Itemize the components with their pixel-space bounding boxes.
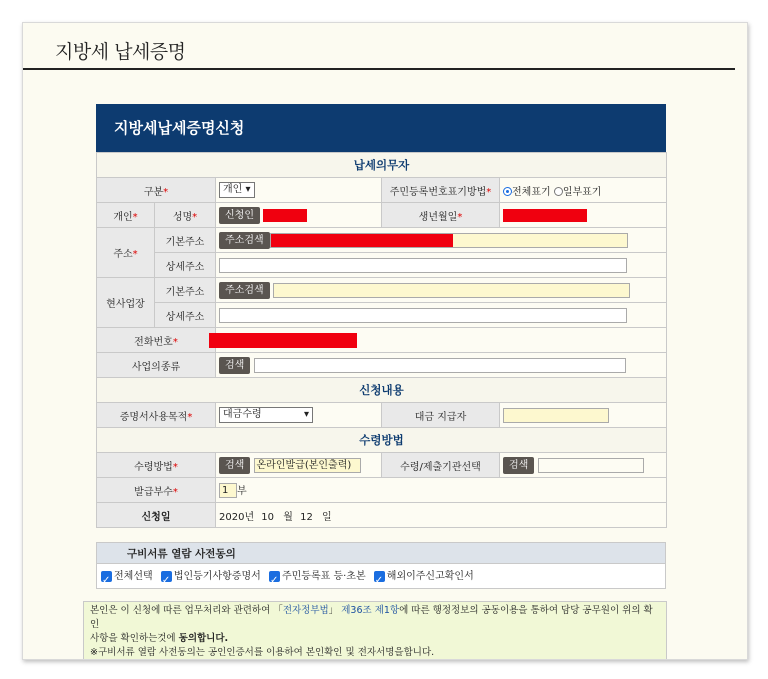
checkbox-checked-icon[interactable] xyxy=(161,571,172,582)
redacted-phone xyxy=(209,333,357,348)
consent-option-emigration-report[interactable] xyxy=(374,571,474,582)
consent-option-label: 법인등기사항증명서 xyxy=(173,571,261,582)
apply-year: 2020년 xyxy=(219,511,255,523)
payer-label: 대금 지급자 xyxy=(382,403,500,428)
submit-agency-input[interactable] xyxy=(538,458,644,473)
section-taxpayer: 납세의무자 xyxy=(97,153,667,178)
title-divider xyxy=(23,68,735,70)
law-link[interactable]: 전자정부법 xyxy=(282,605,329,616)
redacted-address xyxy=(271,234,453,247)
content-frame xyxy=(22,22,748,660)
chevron-down-icon: ▾ xyxy=(245,184,251,195)
business-detail-address-input[interactable] xyxy=(219,308,627,323)
business-label: 현사업장 xyxy=(97,278,155,328)
address-label-cell: 주소* xyxy=(97,228,155,278)
home-basic-address-label: 기본주소 xyxy=(155,228,216,253)
submit-agency-cell xyxy=(500,453,667,478)
apply-date-cell xyxy=(216,503,667,528)
consent-section xyxy=(96,542,666,589)
purpose-value: 대금수령 xyxy=(223,409,262,420)
apply-day: 12 xyxy=(300,511,313,523)
rrn-display-label-cell: 주민등록번호표기방법* xyxy=(382,178,500,203)
notice-agree-text: 동의합니다. xyxy=(178,633,229,644)
form-header: 지방세납세증명신청 xyxy=(96,104,666,152)
business-type-cell xyxy=(216,353,667,378)
receipt-method-label: 수령방법 xyxy=(134,461,173,473)
radio-full-display[interactable] xyxy=(503,187,512,196)
tax-certificate-form xyxy=(96,104,666,528)
copies-unit: 부 xyxy=(237,485,247,497)
phone-label-cell: 전화번호* xyxy=(97,328,216,353)
business-detail-address-label: 상세주소 xyxy=(155,303,216,328)
business-detail-address-cell xyxy=(216,303,667,328)
business-type-label: 사업의종류 xyxy=(97,353,216,378)
category-label-cell: 구분* xyxy=(97,178,216,203)
home-detail-address-input[interactable] xyxy=(219,258,627,273)
notice-line-2 xyxy=(90,632,660,646)
home-basic-address-input[interactable] xyxy=(270,233,628,248)
consent-option-label: 해외이주신고확인서 xyxy=(386,571,474,582)
name-label: 성명 xyxy=(172,211,193,223)
submit-agency-search-button[interactable]: 검색 xyxy=(503,457,534,474)
consent-options xyxy=(96,564,666,589)
individual-label-cell: 개인* xyxy=(97,203,155,228)
phone-cell xyxy=(216,328,667,353)
purpose-label-cell: 증명서사용목적* xyxy=(97,403,216,428)
article-link[interactable]: 제36조 제1항 xyxy=(341,605,400,616)
receipt-method-input[interactable]: 온라인발급(본인출력) xyxy=(254,458,361,473)
phone-label: 전화번호 xyxy=(134,336,173,348)
form-table xyxy=(96,152,667,528)
home-detail-address-cell xyxy=(216,253,667,278)
consent-option-label: 전체선택 xyxy=(114,571,153,582)
business-basic-address-input[interactable] xyxy=(273,283,630,298)
receipt-method-search-button[interactable]: 검색 xyxy=(219,457,250,474)
payer-cell xyxy=(500,403,667,428)
notice-line-3: ※구비서류 열람 사전동의는 공인인증서를 이용하여 본인확인 및 전자서명을합니다. xyxy=(90,647,435,658)
redacted-name xyxy=(263,209,307,222)
name-cell xyxy=(216,203,382,228)
apply-month-unit: 월 xyxy=(283,511,293,523)
radio-full-display-label: 전체표기 xyxy=(512,186,551,198)
home-basic-address-cell xyxy=(216,228,667,253)
applicant-button[interactable]: 신청인 xyxy=(219,207,260,224)
apply-date-label: 신청일 xyxy=(97,503,216,528)
copies-cell xyxy=(216,478,667,503)
business-type-search-button[interactable]: 검색 xyxy=(219,357,250,374)
notice-text: 본인은 이 신청에 따른 업무처리와 관련하여 「 xyxy=(90,605,283,616)
rrn-display-cell xyxy=(500,178,667,203)
radio-partial-display-label: 일부표기 xyxy=(562,186,602,198)
category-label: 구분 xyxy=(143,186,164,198)
radio-partial-display[interactable] xyxy=(554,187,563,196)
birth-label: 생년월일 xyxy=(418,211,458,223)
notice-text: 에 따른 행정정보의 공동이용을 통하여 담당 공무원이 위의 확인 xyxy=(90,605,653,630)
notice-text: 」 xyxy=(328,605,342,616)
home-detail-address-label: 상세주소 xyxy=(155,253,216,278)
section-application: 신청내용 xyxy=(97,378,667,403)
birth-cell xyxy=(500,203,667,228)
category-select[interactable] xyxy=(219,182,255,198)
birth-label-cell: 생년월일* xyxy=(382,203,500,228)
checkbox-checked-icon[interactable] xyxy=(101,571,112,582)
business-type-input[interactable] xyxy=(254,358,626,373)
apply-month: 10 xyxy=(261,511,275,523)
notice-line-1 xyxy=(90,604,660,632)
category-cell xyxy=(216,178,382,203)
consent-option-label: 주민등록표 등·초본 xyxy=(281,571,366,582)
page-title: 지방세 납세증명 xyxy=(55,41,186,63)
home-address-search-button[interactable]: 주소검색 xyxy=(219,232,270,249)
copies-input[interactable]: 1 xyxy=(219,483,237,498)
checkbox-checked-icon[interactable] xyxy=(269,571,280,582)
category-value: 개인 xyxy=(223,184,243,195)
purpose-cell xyxy=(216,403,382,428)
payer-input[interactable] xyxy=(503,408,609,423)
name-label-cell: 성명* xyxy=(155,203,216,228)
redacted-birthdate xyxy=(503,209,587,222)
consent-header: 구비서류 열람 사전동의 xyxy=(96,542,666,564)
receipt-method-label-cell: 수령방법* xyxy=(97,453,216,478)
consent-option-all[interactable] xyxy=(101,571,153,582)
receipt-method-cell xyxy=(216,453,382,478)
submit-agency-label: 수령/제출기관선택 xyxy=(382,453,500,478)
rrn-display-label: 주민등록번호표기방법 xyxy=(389,186,487,198)
business-basic-address-label: 기본주소 xyxy=(155,278,216,303)
address-label: 주소 xyxy=(113,249,133,260)
consent-notice xyxy=(83,601,667,660)
business-basic-address-cell xyxy=(216,278,667,303)
copies-label: 발급부수 xyxy=(134,486,173,498)
consent-option-corporate-registry[interactable] xyxy=(161,571,261,582)
checkbox-checked-icon[interactable] xyxy=(374,571,385,582)
purpose-label: 증명서사용목적 xyxy=(119,411,188,423)
section-receipt: 수령방법 xyxy=(97,428,667,453)
individual-label: 개인 xyxy=(113,211,133,223)
chevron-down-icon: ▾ xyxy=(303,409,309,420)
apply-day-unit: 일 xyxy=(322,511,332,523)
consent-option-resident-registration[interactable] xyxy=(269,571,366,582)
copies-label-cell: 발급부수* xyxy=(97,478,216,503)
notice-text: 사항을 확인하는것에 xyxy=(90,633,179,644)
business-address-search-button[interactable]: 주소검색 xyxy=(219,282,270,299)
purpose-select[interactable] xyxy=(219,407,313,423)
